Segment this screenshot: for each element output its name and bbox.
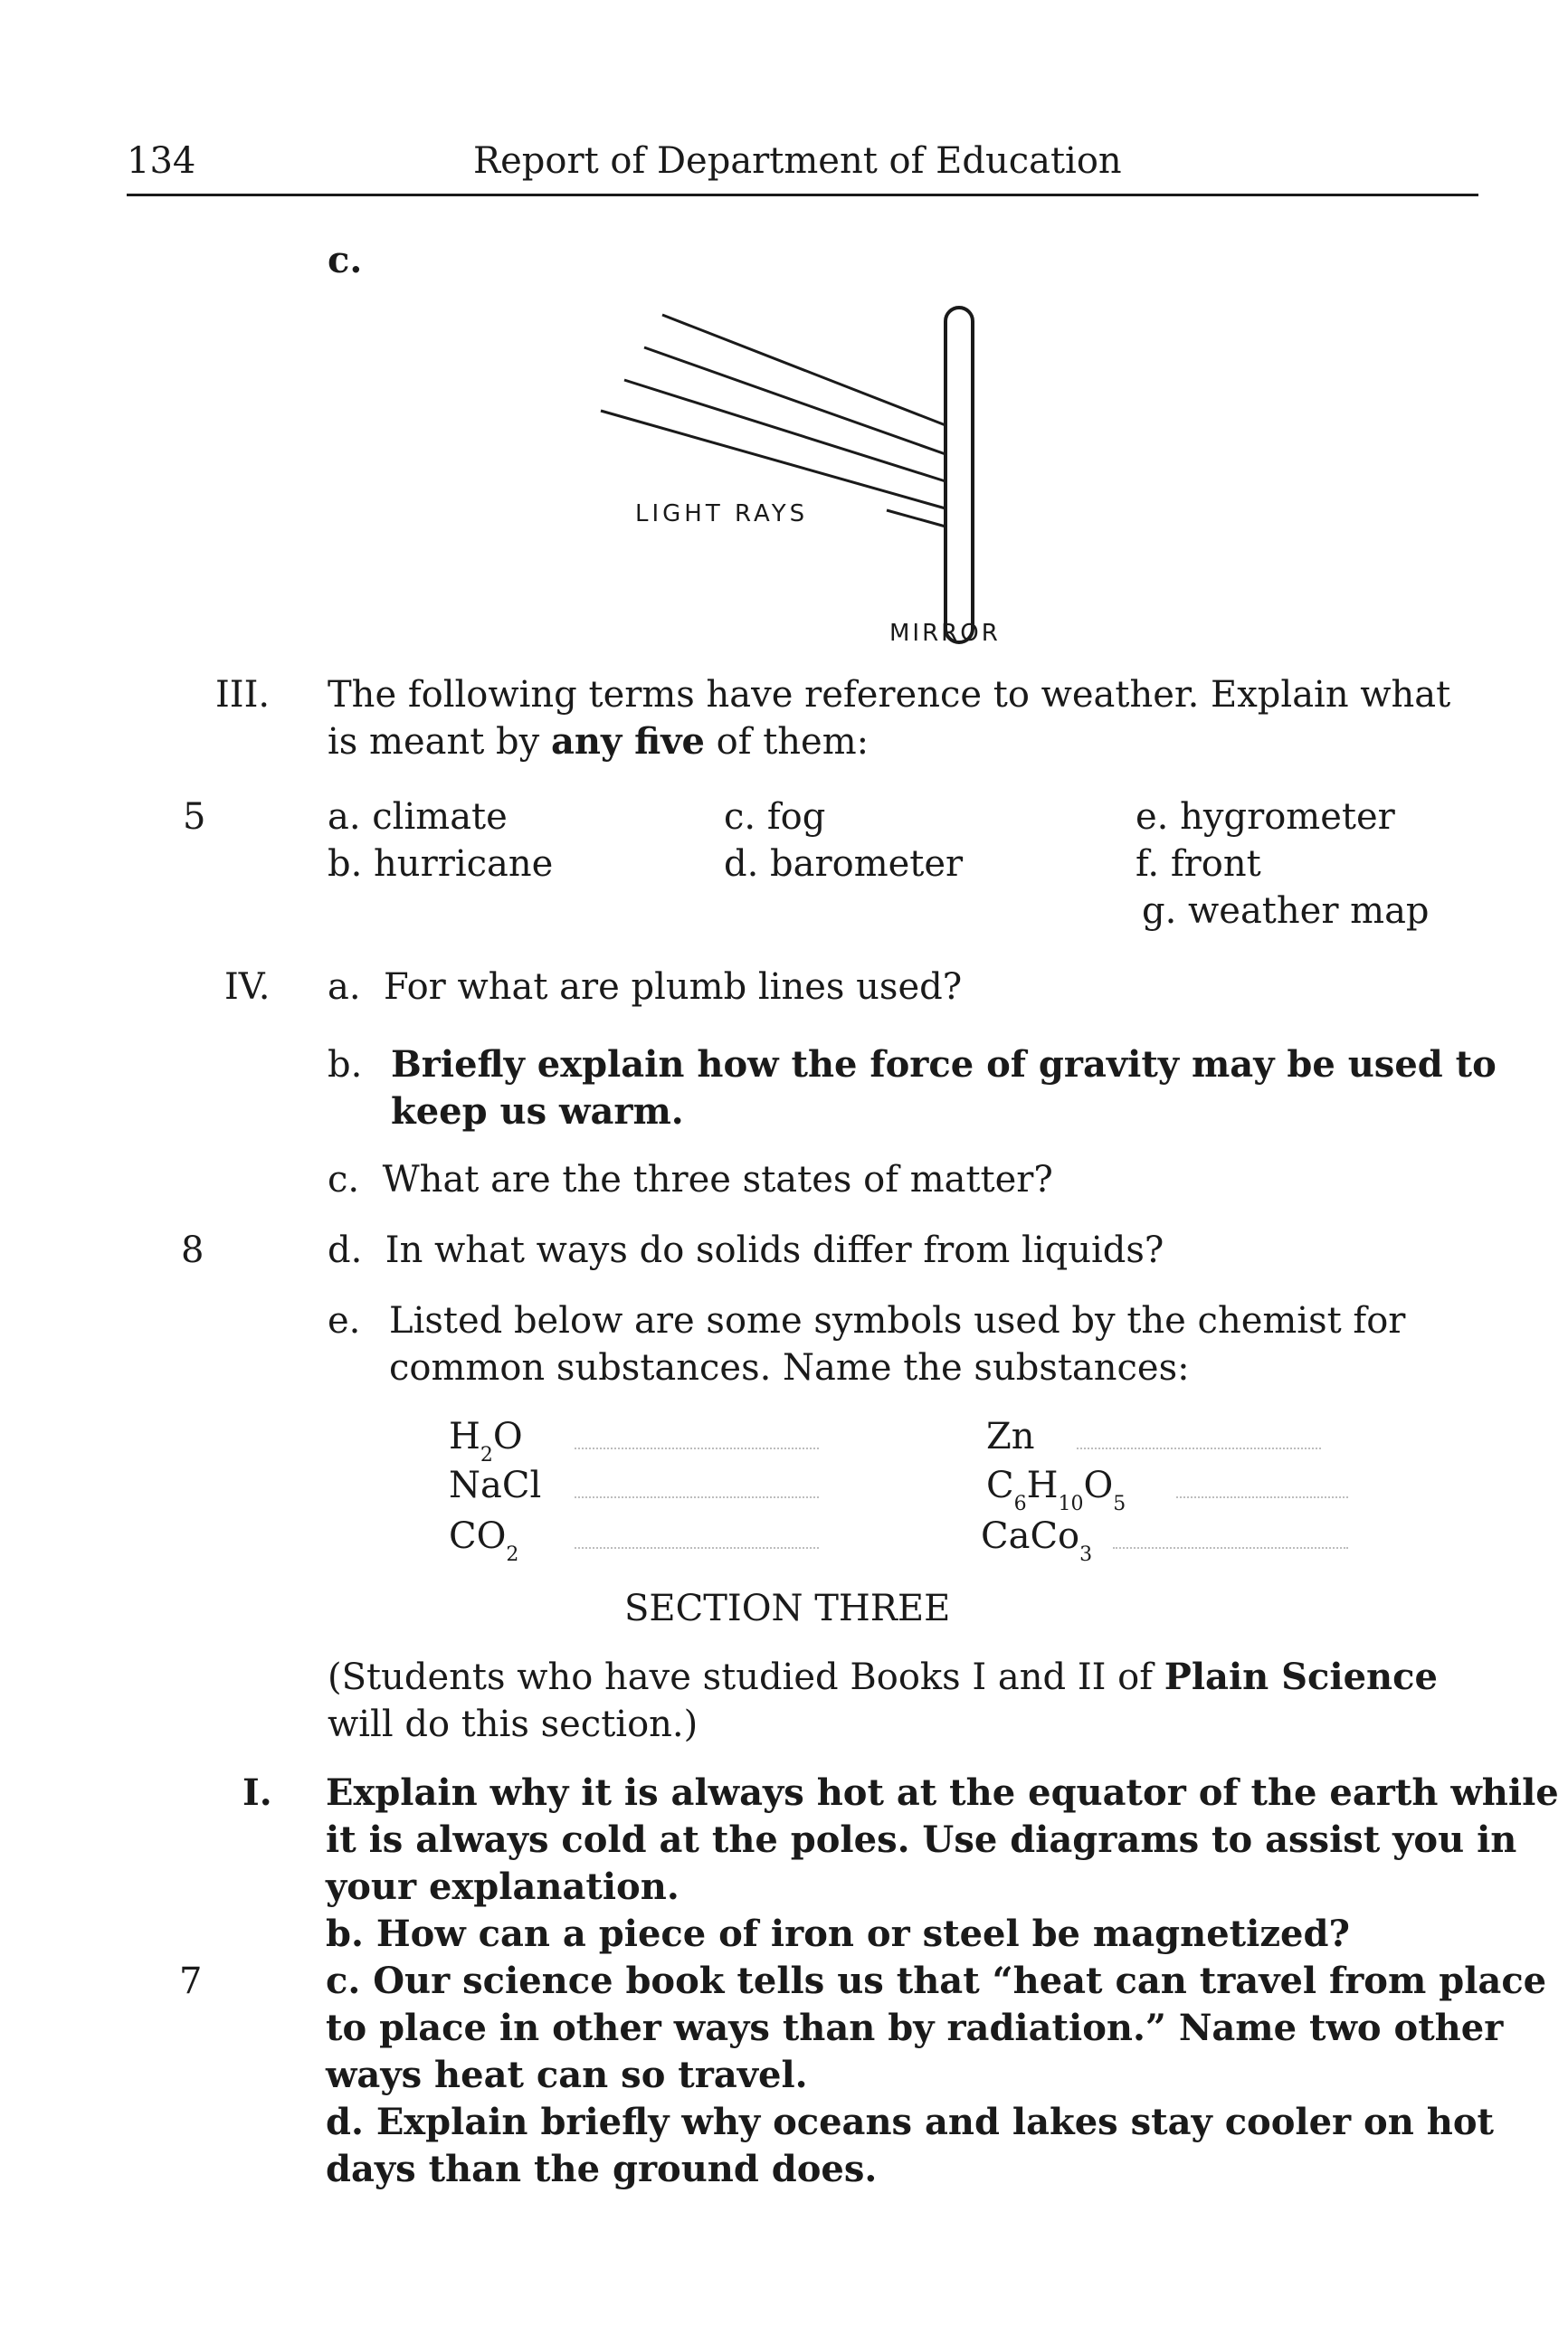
answer-line bbox=[575, 1547, 819, 1549]
q3-term-a: a. climate bbox=[328, 796, 508, 838]
q4-a: a. For what are plumb lines used? bbox=[328, 966, 963, 1008]
answer-line bbox=[1077, 1448, 1321, 1449]
s3-line-4: b. How can a piece of iron or steel be magnetized? bbox=[326, 1913, 1350, 1955]
answer-line bbox=[1176, 1496, 1348, 1498]
answer-line bbox=[1113, 1547, 1348, 1549]
light-rays-mirror-diagram bbox=[579, 290, 1050, 660]
header-rule bbox=[127, 194, 1478, 196]
q3-mark: 5 bbox=[183, 796, 206, 838]
q4-b-line1: Briefly explain how the force of gravity may be used to bbox=[391, 1043, 1497, 1086]
answer-line bbox=[575, 1496, 819, 1498]
q3-text-line2: is meant by any five of them: bbox=[328, 720, 870, 763]
q4-e-letter: e. bbox=[328, 1300, 361, 1342]
light-rays bbox=[601, 315, 946, 527]
light-rays-label: LIGHT RAYS bbox=[635, 500, 809, 527]
q3-term-c: c. fog bbox=[724, 796, 826, 838]
q4-b-letter: b. bbox=[328, 1044, 363, 1086]
symbol-caco3: CaCo$_3$ bbox=[981, 1515, 1093, 1566]
q3-term-e: e. hygrometer bbox=[1136, 796, 1395, 838]
answer-line bbox=[575, 1448, 819, 1449]
s3-q1-number: I. bbox=[242, 1771, 272, 1814]
page-number: 134 bbox=[127, 140, 196, 182]
mirror-label: MIRROR bbox=[889, 620, 1001, 647]
s3-line-3: your explanation. bbox=[326, 1866, 679, 1908]
figure-label: c. bbox=[328, 239, 363, 281]
s3-line-2: it is always cold at the poles. Use diagrams to assist you in bbox=[326, 1818, 1517, 1861]
s3-line-8: d. Explain briefly why oceans and lakes stay cooler on hot bbox=[326, 2101, 1494, 2143]
symbol-h2o: $H_2O$ bbox=[449, 1416, 523, 1467]
s3-line-7: ways heat can so travel. bbox=[326, 2054, 808, 2096]
section3-intro-line2: will do this section.) bbox=[328, 1704, 698, 1745]
q3-number: III. bbox=[215, 674, 271, 716]
section-heading: SECTION THREE bbox=[624, 1588, 951, 1629]
q4-e-line2: common substances. Name the substances: bbox=[389, 1347, 1190, 1389]
s3-line-5: c. Our science book tells us that “heat can travel from place bbox=[326, 1960, 1547, 2002]
symbol-zn: Zn bbox=[986, 1416, 1035, 1457]
q3-term-b: b. hurricane bbox=[328, 843, 554, 885]
q4-c: c. What are the three states of matter? bbox=[328, 1159, 1053, 1201]
s3-line-6: to place in other ways than by radiation.” Name two other bbox=[326, 2007, 1504, 2049]
q4-number: IV. bbox=[224, 966, 271, 1008]
q3-term-d: d. barometer bbox=[724, 843, 964, 885]
light-ray-4 bbox=[601, 411, 946, 508]
q4-e-line1: Listed below are some symbols used by the chemist for bbox=[389, 1300, 1406, 1342]
s3-line-1: Explain why it is always hot at the equator of the earth while bbox=[326, 1771, 1559, 1814]
rays-pointer-line bbox=[887, 510, 946, 527]
q3-term-f: f. front bbox=[1136, 843, 1261, 885]
symbol-c6h10o5: $C_6H_{10}O_5$ bbox=[986, 1465, 1126, 1515]
symbol-co2: $CO_2$ bbox=[449, 1515, 519, 1566]
q4-d: d. In what ways do solids differ from liquids? bbox=[328, 1229, 1164, 1271]
s3-line-9: days than the ground does. bbox=[326, 2148, 878, 2190]
s3-mark: 7 bbox=[179, 1960, 203, 2002]
q4-mark: 8 bbox=[181, 1229, 204, 1271]
q3-text-line1: The following terms have reference to weather. Explain what bbox=[328, 674, 1451, 716]
q3-term-g: g. weather map bbox=[1142, 890, 1430, 932]
symbol-nacl: NaCl bbox=[449, 1465, 542, 1506]
q4-b-line2: keep us warm. bbox=[391, 1090, 684, 1133]
page-header-title: Report of Department of Education bbox=[473, 140, 1122, 182]
section3-intro-line1: (Students who have studied Books I and II of Plain Science bbox=[328, 1656, 1438, 1698]
mirror-shape bbox=[946, 308, 973, 642]
